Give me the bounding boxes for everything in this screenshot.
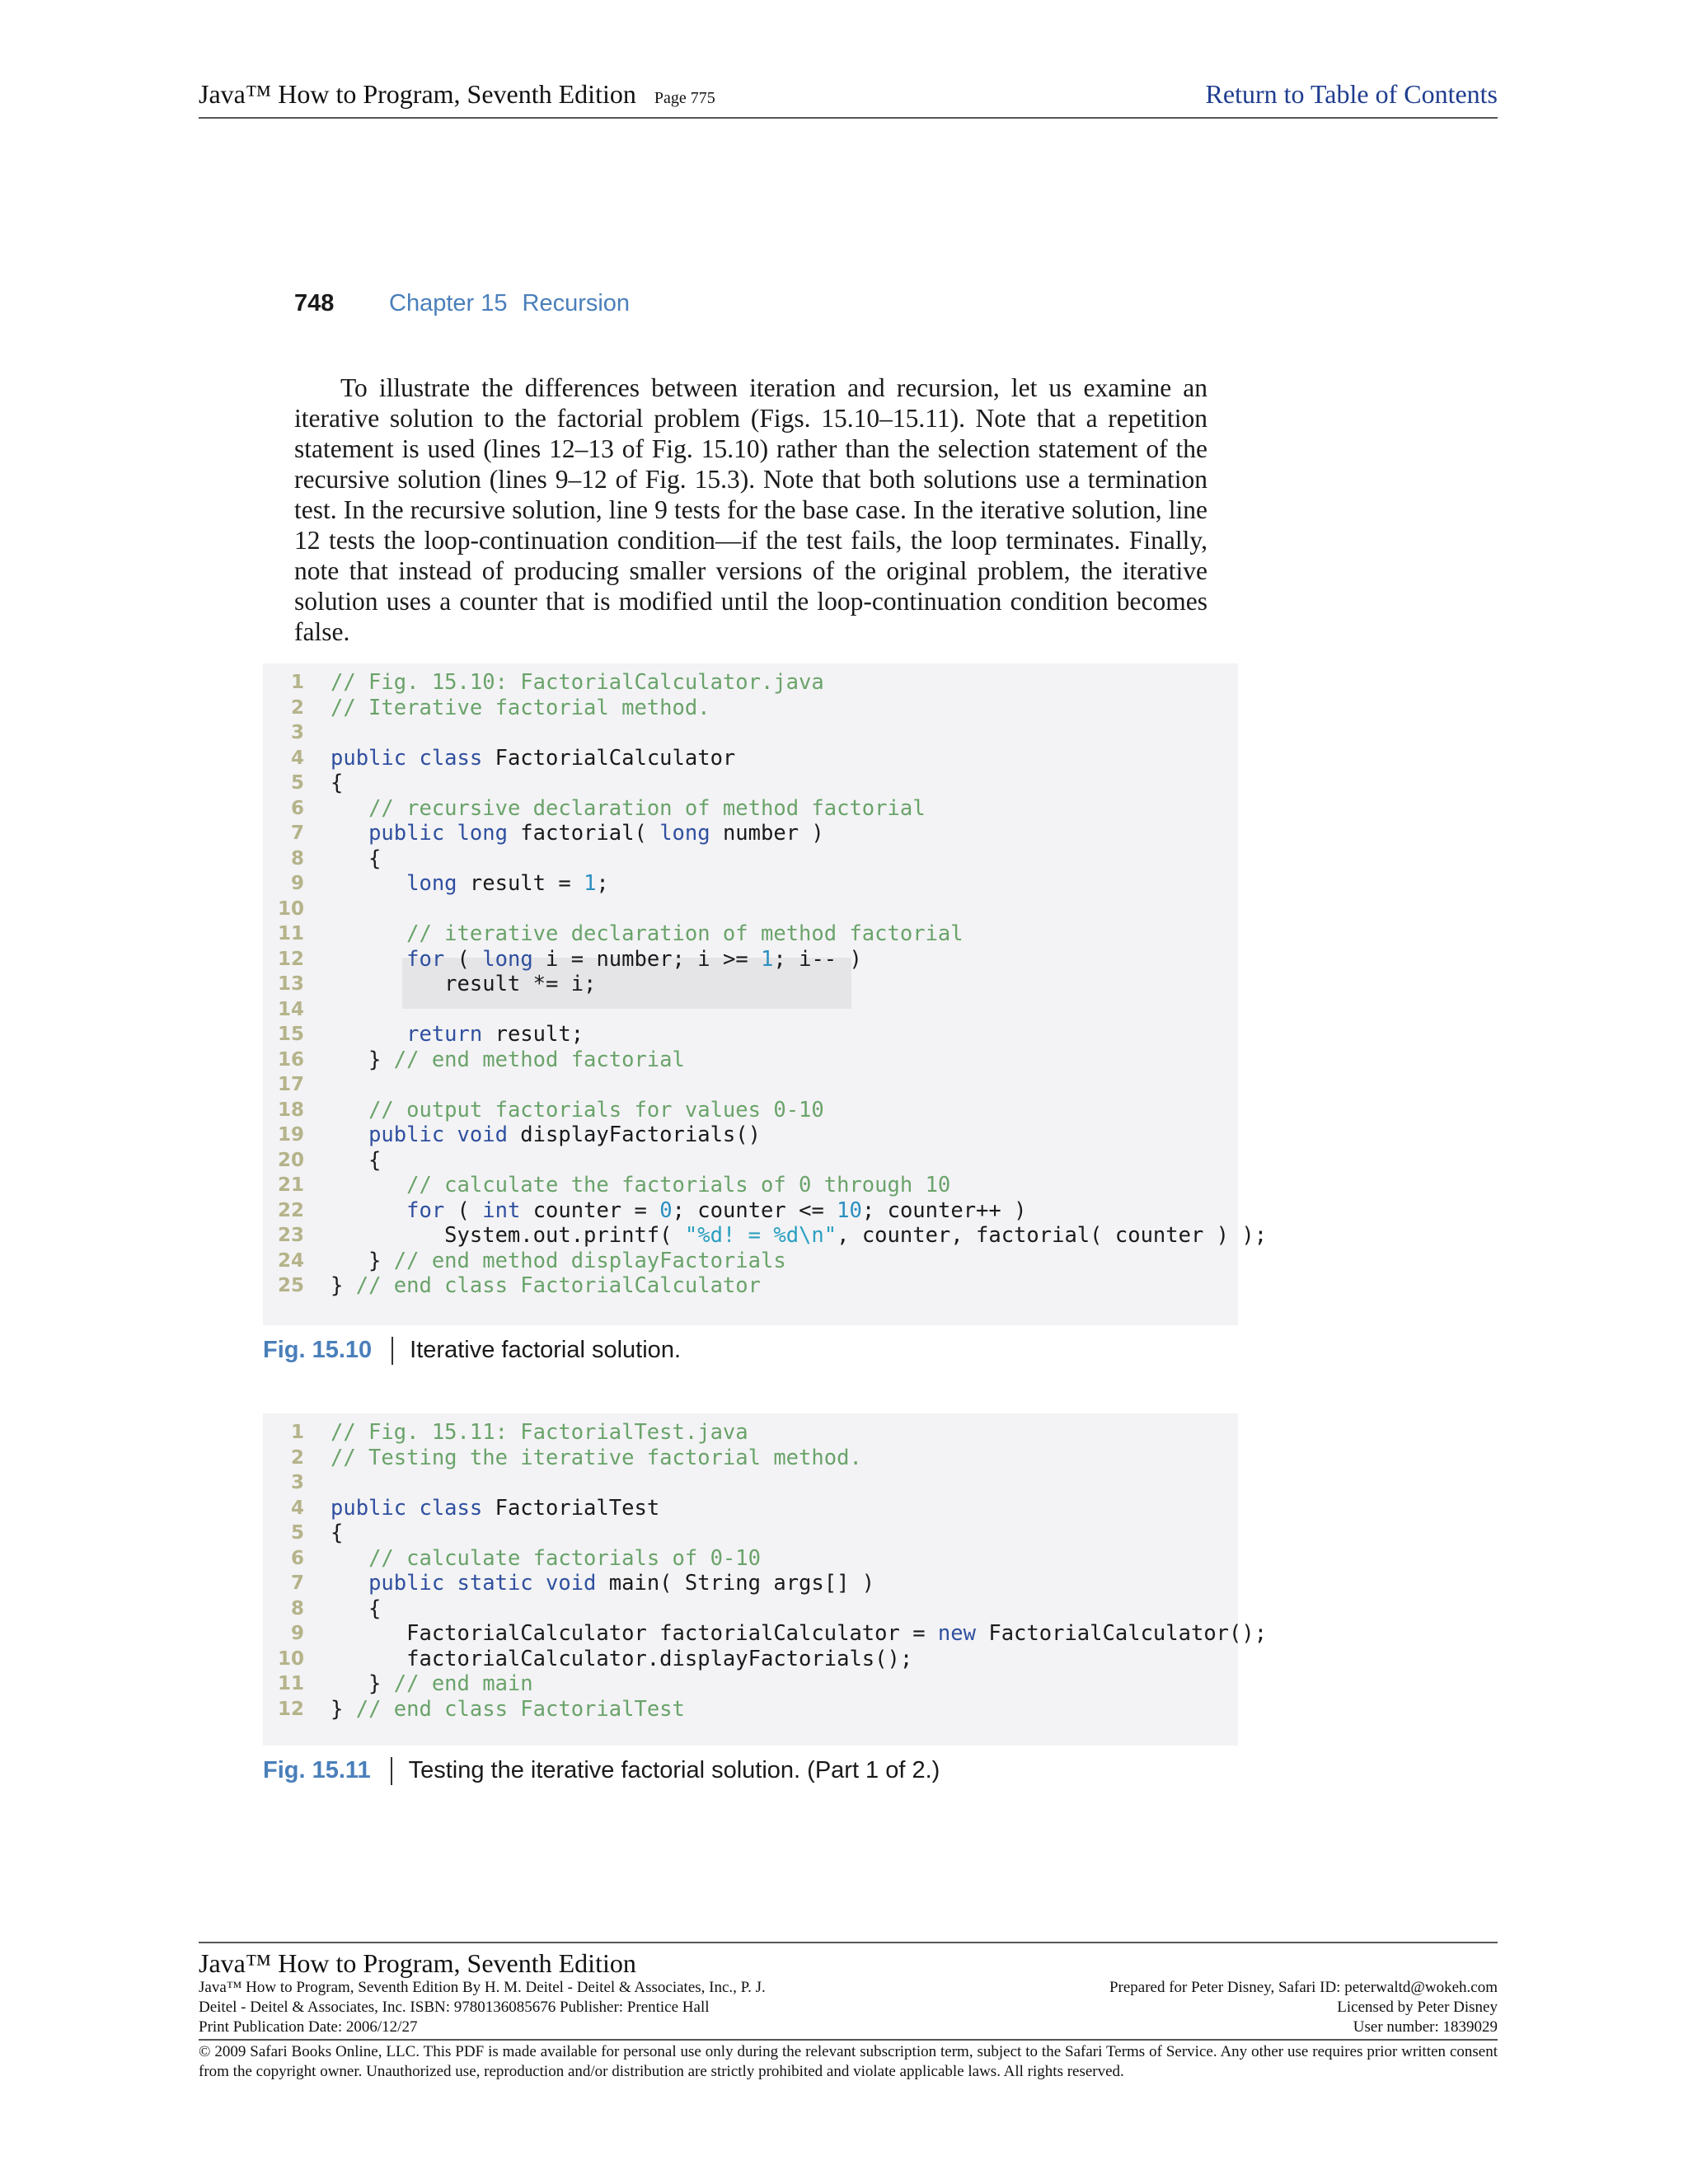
line-number: 4 <box>290 747 304 769</box>
code-token: } <box>331 1047 394 1072</box>
code-text <box>331 771 343 796</box>
code-token: } <box>331 1248 394 1273</box>
line-number: 5 <box>290 772 304 794</box>
license-info <box>1109 1978 1498 2037</box>
code-token <box>331 947 406 972</box>
line-number: 3 <box>290 1472 304 1493</box>
line-number: 3 <box>290 722 304 743</box>
code-line <box>263 1596 1238 1622</box>
code-token: // end class FactorialCalculator <box>355 1273 761 1298</box>
code-line <box>263 1072 1238 1098</box>
code-token: counter = <box>532 1197 660 1223</box>
body-paragraph: To illustrate the differences between iteration and recursion, let us examine an iterative solution to the factorial problem (Figs. 15.10–15.11). Note that a repetition statement is used (lines 12–13 of Fig. 15.10) rather than the selection statement of the recursive solution (lines 9–12 of Fig. 15.3). Note that both solutions use a termination test. In the recursive solution, line 9 tests for the base case. In the iterative solution, line 12 tests the loop-continuation condition—if the test fails, the loop terminates. Finally, note that instead of producing smaller versions of the original problem, the iterative solution uses a counter that is modified until the loop-continuation condition becomes false. <box>294 373 1207 646</box>
code-line <box>263 821 1238 846</box>
table-of-contents-link[interactable]: Return to Table of Contents <box>1205 79 1498 109</box>
chapter-label: Chapter 15 <box>389 290 508 316</box>
code-token: factorial( <box>520 821 660 846</box>
code-token: 1 <box>761 946 774 972</box>
code-token: result = <box>469 871 584 896</box>
line-number: 9 <box>290 1623 304 1644</box>
figure-label: Fig. 15.11 <box>263 1757 371 1783</box>
code-token: result; <box>495 1022 584 1047</box>
code-token: public static void <box>368 1571 609 1596</box>
code-text <box>331 1148 381 1174</box>
code-line <box>263 720 1238 746</box>
license-line: User number: 1839029 <box>1353 2018 1498 2036</box>
code-token: int <box>482 1197 533 1223</box>
code-token: return <box>406 1022 495 1047</box>
code-token <box>331 1173 406 1197</box>
code-token: for <box>406 1197 457 1223</box>
code-token: "%d! = %d\n" <box>684 1223 837 1248</box>
line-number: 7 <box>290 1572 304 1594</box>
line-number: 6 <box>290 797 304 819</box>
code-token: { <box>331 1147 382 1173</box>
code-token: for <box>406 946 457 972</box>
figure-caption-15-10 <box>263 1337 681 1365</box>
code-token: } <box>331 1273 356 1298</box>
code-token: // recursive declaration of method factorial <box>368 795 926 821</box>
line-number: 5 <box>290 1522 304 1544</box>
code-token <box>331 871 406 896</box>
line-number: 14 <box>277 998 304 1020</box>
code-text <box>331 871 609 897</box>
code-text <box>331 1223 1267 1249</box>
code-token: FactorialCalculator <box>495 745 736 771</box>
code-token: // end main <box>393 1671 533 1696</box>
code-token: ( <box>457 1197 483 1223</box>
code-text <box>331 1198 1026 1224</box>
copyright-notice: © 2009 Safari Books Online, LLC. This PDF is made available for personal use only during the relevant subscription term, subject to the Safari Terms of Service. Any other use requires prior written consent from the copyright owner. Unauthorized use, reproduction and/or distribution are strictly prohibited and violate applicable laws. All rights reserved. <box>199 2039 1498 2082</box>
code-token: 10 <box>837 1197 862 1223</box>
code-token <box>331 921 406 946</box>
license-line: Prepared for Peter Disney, Safari ID: peterwaltd@wokeh.com <box>1109 1979 1498 1996</box>
line-number: 2 <box>290 1446 304 1469</box>
line-number: 1 <box>290 672 304 693</box>
code-line <box>263 1173 1238 1198</box>
code-text <box>331 1047 685 1073</box>
line-number: 12 <box>277 1698 304 1720</box>
code-token: // output factorials for values 0-10 <box>368 1097 824 1122</box>
code-line <box>263 1621 1268 1647</box>
line-number: 10 <box>277 1647 304 1670</box>
code-token: , counter, factorial( counter ) ); <box>837 1223 1268 1248</box>
code-token: public void <box>368 1122 521 1147</box>
code-token: } <box>331 1671 394 1696</box>
line-number: 7 <box>290 823 304 844</box>
publication-line: Print Publication Date: 2006/12/27 <box>199 2018 418 2036</box>
code-token <box>331 1098 368 1122</box>
code-line <box>263 1546 1238 1572</box>
caption-separator <box>392 1337 393 1365</box>
code-text <box>331 1521 343 1546</box>
line-number: 15 <box>277 1024 304 1045</box>
code-text <box>331 821 824 846</box>
line-number: 25 <box>277 1275 304 1296</box>
code-token <box>331 1546 368 1571</box>
line-number: 8 <box>290 847 304 869</box>
figure-caption-text: Testing the iterative factorial solution. (Part 1 of 2.) <box>408 1757 940 1783</box>
code-token: long <box>482 946 546 972</box>
code-token: FactorialTest <box>495 1495 660 1521</box>
code-text <box>331 1420 748 1446</box>
code-line <box>263 1148 1238 1174</box>
code-text <box>331 1546 761 1572</box>
code-line <box>263 1521 1238 1546</box>
code-text <box>331 972 596 997</box>
code-token: public class <box>331 745 495 771</box>
footer-meta <box>199 1978 1498 2037</box>
code-token: } <box>331 1696 356 1722</box>
code-token: factorialCalculator.displayFactorials(); <box>331 1646 913 1671</box>
book-title: Java™ How to Program, Seventh Edition Page 775 <box>199 79 715 109</box>
code-line <box>263 921 1238 947</box>
code-text <box>331 1249 786 1274</box>
publication-info <box>199 1978 766 2037</box>
code-line <box>263 746 1238 771</box>
code-token: // Fig. 15.10: FactorialCalculator.java <box>331 670 824 695</box>
code-line <box>263 1496 1238 1521</box>
license-line: Licensed by Peter Disney <box>1337 1999 1498 2016</box>
line-number: 12 <box>277 948 304 970</box>
figure-caption-text: Iterative factorial solution. <box>410 1337 681 1363</box>
line-number: 2 <box>290 696 304 719</box>
code-line <box>263 1249 1238 1274</box>
code-text <box>331 1596 381 1622</box>
code-line <box>263 1647 1238 1672</box>
line-number: 20 <box>277 1149 304 1171</box>
code-token: System.out.printf( <box>331 1223 685 1248</box>
code-text <box>331 1022 584 1047</box>
code-token: ; i-- ) <box>773 946 862 972</box>
line-number: 23 <box>277 1225 304 1246</box>
line-number: 22 <box>277 1199 304 1221</box>
code-token: ( <box>457 946 483 972</box>
code-token: new <box>937 1621 989 1646</box>
code-token <box>331 821 368 846</box>
code-token <box>331 1022 406 1047</box>
code-text <box>331 1173 950 1198</box>
line-number: 11 <box>277 923 304 944</box>
line-number: 13 <box>277 973 304 995</box>
code-token: FactorialCalculator factorialCalculator = <box>331 1621 938 1646</box>
line-number: 18 <box>277 1099 304 1121</box>
page-header <box>199 76 1498 119</box>
code-text <box>331 1098 824 1123</box>
code-text <box>331 1671 533 1697</box>
line-number: 8 <box>290 1597 304 1619</box>
code-text <box>331 1697 685 1722</box>
line-number: 11 <box>277 1673 304 1694</box>
code-text <box>331 1647 912 1672</box>
code-token <box>331 1198 406 1223</box>
code-line <box>263 972 1238 997</box>
line-number: 9 <box>290 873 304 894</box>
code-line <box>263 1022 1238 1047</box>
line-number: 21 <box>277 1174 304 1196</box>
code-token: displayFactorials() <box>520 1122 761 1147</box>
code-text <box>331 1122 761 1148</box>
code-token: 0 <box>659 1197 673 1223</box>
code-text <box>331 1496 659 1521</box>
code-token: public class <box>331 1495 495 1521</box>
line-number: 16 <box>277 1048 304 1071</box>
line-number: 24 <box>277 1249 304 1272</box>
code-token: result *= i; <box>331 972 597 996</box>
code-text <box>331 846 381 872</box>
code-token: 1 <box>584 871 597 896</box>
figure-caption-15-11 <box>263 1757 940 1785</box>
code-line <box>263 1273 1238 1299</box>
publication-line: Java™ How to Program, Seventh Edition By H. M. Deitel - Deitel & Associates, Inc., P. J. <box>199 1979 766 1996</box>
code-token: ; <box>596 871 609 896</box>
code-listing-fig-15-11 <box>263 1413 1268 1746</box>
publication-line: Deitel - Deitel & Associates, Inc. ISBN: 9780136085676 Publisher: Prentice Hall <box>199 1999 710 2016</box>
code-line <box>263 1470 1238 1496</box>
line-number: 1 <box>290 1422 304 1443</box>
figure-label: Fig. 15.10 <box>263 1337 373 1363</box>
code-line <box>263 1098 1238 1123</box>
code-token: // Iterative factorial method. <box>331 695 710 720</box>
page-footer <box>199 1942 1498 2082</box>
code-token: i = number; i >= <box>546 946 762 972</box>
code-line <box>263 846 1238 872</box>
code-token: number ) <box>722 821 824 846</box>
code-line <box>263 1697 1238 1722</box>
code-text <box>331 696 710 721</box>
running-head <box>294 290 630 323</box>
code-text <box>331 947 862 972</box>
code-token: // end method factorial <box>393 1047 685 1072</box>
code-token: long <box>659 821 723 846</box>
code-token: ; counter++ ) <box>861 1197 1027 1223</box>
page-label: Page 775 <box>654 89 715 107</box>
chapter-title: Recursion <box>522 290 631 316</box>
code-token: { <box>331 1521 344 1545</box>
code-text <box>331 1571 874 1596</box>
line-number: 10 <box>277 898 304 920</box>
code-text <box>331 796 926 822</box>
code-line <box>263 947 1238 972</box>
code-text <box>331 670 824 696</box>
code-line <box>263 871 1238 897</box>
caption-separator <box>391 1757 392 1785</box>
code-token: main( String args[] ) <box>608 1571 875 1596</box>
code-token: // calculate the factorials of 0 through 10 <box>406 1173 951 1197</box>
code-line <box>263 670 1238 696</box>
code-text <box>331 1273 761 1299</box>
code-token: // end method displayFactorials <box>393 1248 786 1273</box>
code-line <box>263 696 1238 721</box>
code-text <box>331 921 964 947</box>
code-line <box>263 1420 1238 1446</box>
code-line <box>263 997 1238 1023</box>
code-token: long <box>406 871 470 896</box>
code-text <box>331 746 735 771</box>
line-number: 6 <box>290 1547 304 1569</box>
code-line <box>263 897 1238 922</box>
code-line <box>263 1047 1238 1073</box>
code-token: // end class FactorialTest <box>355 1696 685 1722</box>
line-number: 19 <box>277 1124 304 1146</box>
footer-book-title: Java™ How to Program, Seventh Edition <box>199 1948 636 1978</box>
code-token: // calculate factorials of 0-10 <box>368 1545 761 1571</box>
book-page-number: 748 <box>294 290 335 316</box>
code-line <box>263 1223 1268 1249</box>
code-token: public long <box>368 821 521 846</box>
line-number: 4 <box>290 1497 304 1519</box>
code-token: // iterative declaration of method factorial <box>406 921 964 946</box>
code-line <box>263 771 1238 796</box>
code-token <box>331 796 368 821</box>
code-line <box>263 1446 1238 1471</box>
code-token: { <box>331 1596 382 1621</box>
code-token: // Testing the iterative factorial method. <box>331 1445 862 1470</box>
code-text <box>331 1446 862 1471</box>
code-token: ; counter <= <box>672 1197 837 1223</box>
code-line <box>263 796 1238 822</box>
code-line <box>263 1671 1238 1697</box>
code-line <box>263 1122 1238 1148</box>
code-token: { <box>331 771 344 795</box>
code-text <box>331 1621 1267 1647</box>
code-line <box>263 1198 1238 1224</box>
code-token: FactorialCalculator(); <box>988 1621 1268 1646</box>
code-token <box>331 1571 368 1596</box>
code-listing-fig-15-10 <box>263 663 1268 1325</box>
code-token: { <box>331 846 382 871</box>
code-token: // Fig. 15.11: FactorialTest.java <box>331 1420 748 1445</box>
line-number: 17 <box>277 1074 304 1095</box>
code-line <box>263 1571 1238 1596</box>
code-token <box>331 1122 368 1147</box>
